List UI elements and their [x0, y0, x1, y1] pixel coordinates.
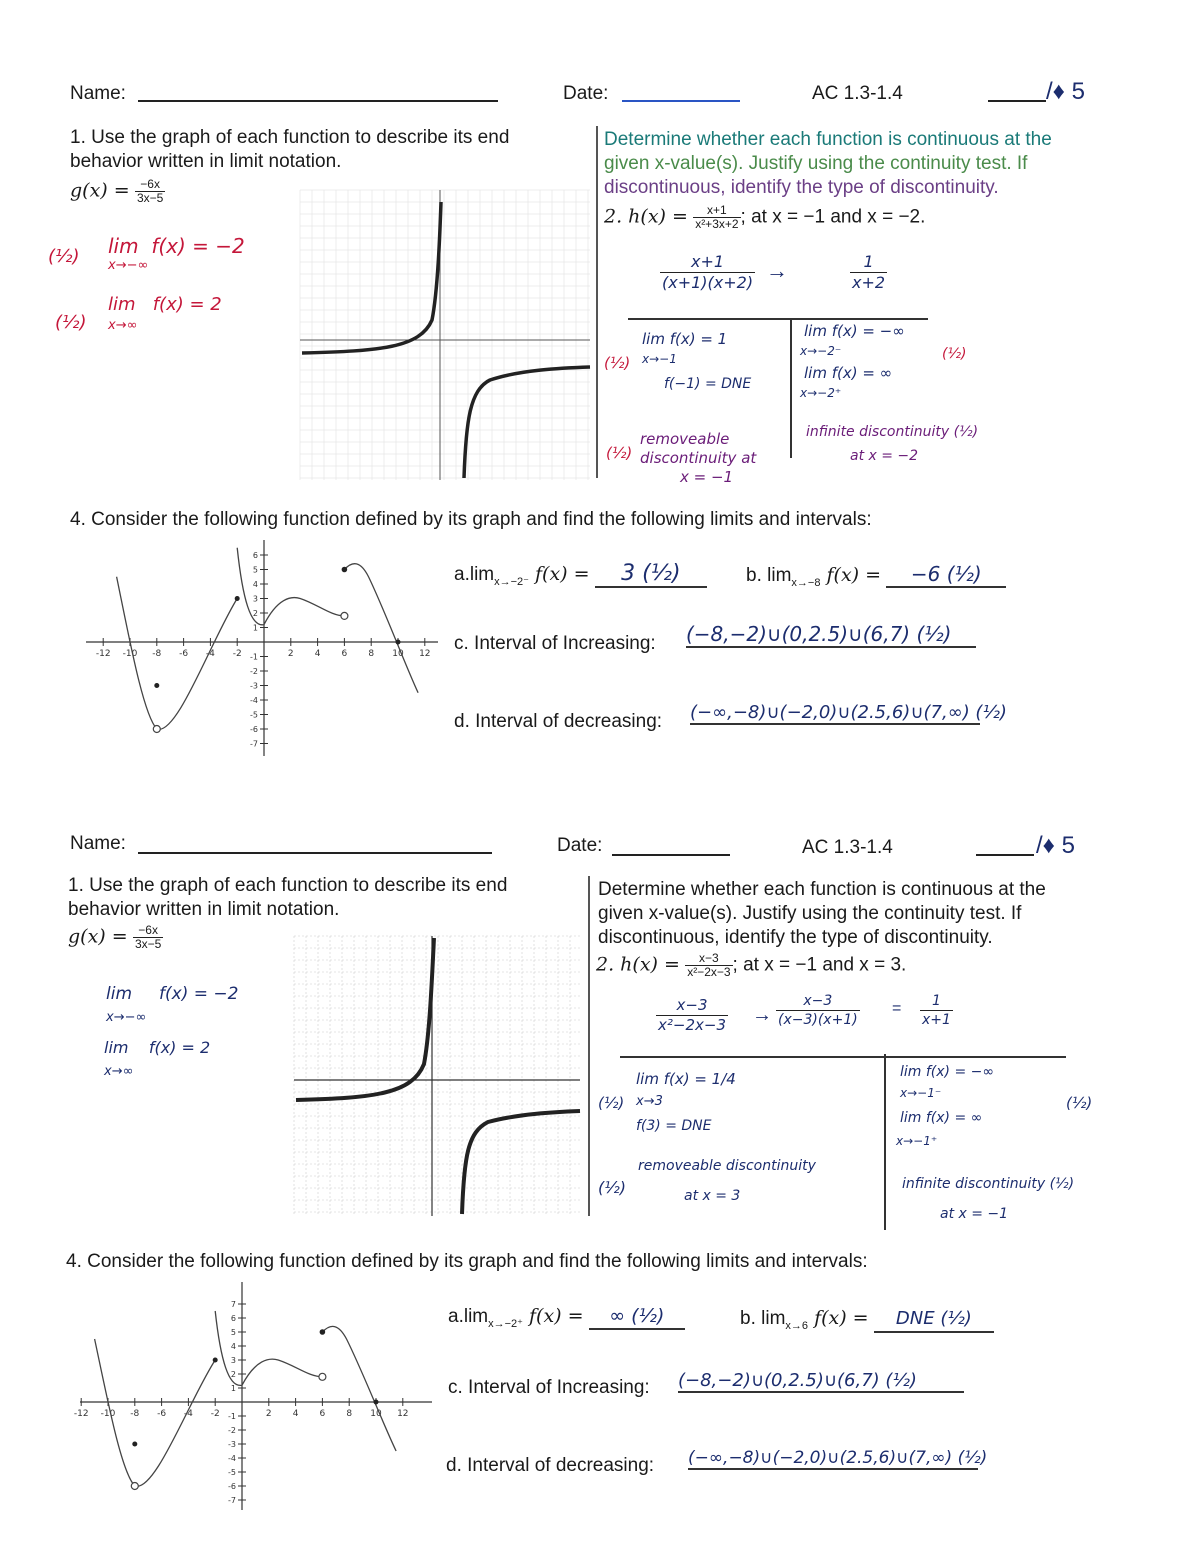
- y-tick-label: -5: [250, 710, 258, 720]
- x-tick-label: -8: [152, 649, 162, 659]
- y-tick-label: 3: [230, 1356, 236, 1365]
- filled-point: [132, 1442, 137, 1447]
- y-tick-label: 2: [252, 609, 258, 618]
- q4c-label: c. Interval of Increasing:: [448, 1377, 650, 1398]
- y-tick-label: 1: [252, 623, 258, 633]
- points-mark: (½): [606, 444, 633, 462]
- score-blank[interactable]: [988, 100, 1046, 102]
- points-mark: (½): [598, 1094, 625, 1112]
- q4b: b. $\lim_{x\to 6} f(x)$ = DNE (½): [740, 1306, 994, 1338]
- q1-answer1-sub: x→−∞: [108, 258, 149, 273]
- y-tick-label: -7: [228, 1496, 236, 1505]
- x-tick-label: 6: [341, 649, 348, 659]
- q2-work-fraction: $\frac{x+1}{(x+1)(x+2)}$: [662, 252, 754, 292]
- q1-line1: 1. Use the graph of each function to describe its end: [70, 127, 510, 148]
- y-tick-label: -7: [250, 739, 258, 749]
- filled-point: [154, 683, 159, 688]
- name-field-line[interactable]: [138, 852, 492, 854]
- q1-answer2-sub: x→∞: [108, 318, 138, 333]
- name-field-line[interactable]: [138, 100, 498, 102]
- date-field-line[interactable]: [622, 100, 740, 102]
- q2-work-fraction: $\frac{x-3}{\text{x²−2x−3}}$: [658, 996, 726, 1034]
- q4a-answer[interactable]: 3 (½): [595, 562, 707, 588]
- q1-line1: 1. Use the graph of each function to describe its end: [68, 875, 508, 896]
- points-mark: (½): [604, 354, 631, 372]
- y-tick-label: 2: [230, 1370, 236, 1379]
- y-tick-label: -1: [250, 652, 258, 662]
- q2-right-type: infinite discontinuity (½): [806, 424, 979, 440]
- x-tick-label: -4: [183, 1409, 193, 1419]
- y-tick-label: 1: [230, 1384, 236, 1393]
- q2-right-limit2-sub: x→−1⁺: [896, 1134, 938, 1148]
- equals-sign: =: [892, 1000, 902, 1017]
- q4c-answer[interactable]: (−8,−2)∪(0,2.5)∪(6,7) (½): [686, 622, 976, 648]
- x-tick-label: -12: [73, 1409, 89, 1419]
- q4a: $a.\lim_{x\to-2^+}$ f(x) = ∞ (½): [448, 1304, 685, 1336]
- q1-rational-graph: [294, 936, 580, 1216]
- q2-right-type-loc: at x = −1: [940, 1206, 1009, 1222]
- y-tick-label: 4: [252, 580, 258, 589]
- q4d-label: d. Interval of decreasing:: [454, 711, 663, 732]
- q4c-label: c. Interval of Increasing:: [454, 633, 656, 654]
- assignment-code: AC 1.3-1.4: [812, 83, 903, 104]
- y-tick-label: -4: [228, 1454, 236, 1463]
- x-tick-label: 10: [392, 649, 404, 659]
- y-tick-label: -2: [228, 1426, 236, 1435]
- x-tick-label: -2: [232, 649, 242, 659]
- filled-point: [320, 1329, 326, 1335]
- x-tick-label: -12: [95, 649, 111, 659]
- filled-point: [374, 1400, 379, 1405]
- x-tick-label: 8: [346, 1409, 353, 1419]
- q4-prompt: 4. Consider the following function defined by its graph and find the following limits and intervals:: [70, 509, 872, 530]
- q2-right-type: infinite discontinuity (½): [902, 1176, 1075, 1192]
- q4b: b. $\lim_{x\to-8} f(x) = -6$ (½): [746, 562, 1006, 595]
- q1-line2: behavior written in limit notation.: [70, 151, 342, 172]
- column-divider: [596, 126, 598, 478]
- q4b-answer[interactable]: DNE (½): [874, 1307, 994, 1333]
- q4-prompt: 4. Consider the following function defined by its graph and find the following limits and intervals:: [66, 1251, 868, 1272]
- date-field-line[interactable]: [612, 854, 730, 856]
- q4-piecewise-graph-1: [86, 540, 438, 756]
- q2-left-value: f(−1) = DNE: [664, 376, 752, 392]
- q2-line1: Determine whether each function is continuous at the: [598, 879, 1046, 900]
- q2-left-limit: lim f(x) = 1: [642, 330, 728, 348]
- left-branch-curve: [296, 938, 434, 1100]
- q4d-label: d. Interval of decreasing:: [446, 1455, 655, 1476]
- q2-line2: given x-value(s). Justify using the continuity test. If: [604, 153, 1028, 174]
- arrow: →: [766, 258, 788, 283]
- q2-factored: $\frac{x-3}{(x-3)(x+1)}$: [778, 993, 858, 1028]
- y-tick-label: -3: [228, 1440, 236, 1449]
- x-tick-label: 12: [397, 1409, 409, 1419]
- x-tick-label: -10: [122, 649, 138, 659]
- q2-left-limit: lim f(x) = 1/4: [636, 1070, 736, 1088]
- q2-left-value: f(3) = DNE: [636, 1118, 712, 1134]
- right-branch-curve: [464, 367, 590, 478]
- y-tick-label: 6: [230, 1314, 236, 1323]
- x-tick-label: 4: [314, 649, 321, 659]
- open-circle: [153, 726, 160, 733]
- q2-line2: given x-value(s). Justify using the continuity test. If: [598, 903, 1022, 924]
- x-tick-label: 12: [419, 649, 431, 659]
- x-tick-label: 6: [319, 1409, 326, 1419]
- date-label: Date:: [563, 83, 609, 104]
- q2-line3: discontinuous, identify the type of discontinuity.: [598, 927, 993, 948]
- q2-function: 2. h(x) = $\frac{x+1}{\text{x²+3x+2}}$ ; at x = −1 and x = −2.: [604, 203, 926, 231]
- y-tick-label: -6: [250, 725, 258, 734]
- filled-point: [342, 567, 348, 573]
- arrow: →: [752, 1004, 772, 1026]
- curve-piece-3: [341, 564, 418, 693]
- y-tick-label: 7: [230, 1300, 236, 1309]
- q2-right-limit1: lim f(x) = −∞: [900, 1064, 995, 1080]
- x-tick-label: 10: [370, 1409, 382, 1419]
- x-tick-label: -6: [179, 649, 189, 659]
- score-denominator: /♦ 5: [1036, 832, 1075, 859]
- q2-line1: Determine whether each function is continuous at the: [604, 129, 1052, 150]
- q1-answer1: lim f(x) = −2: [106, 984, 239, 1004]
- q1-line2: behavior written in limit notation.: [68, 899, 340, 920]
- y-tick-label: -5: [228, 1468, 236, 1477]
- y-tick-label: 3: [252, 594, 258, 604]
- q4c-answer[interactable]: (−8,−2)∪(0,2.5)∪(6,7) (½): [678, 1370, 964, 1393]
- y-tick-label: 6: [252, 551, 258, 560]
- q4d-answer[interactable]: (−∞,−8)∪(−2,0)∪(2.5,6)∪(7,∞) (½): [690, 702, 1007, 723]
- curve-piece-3: [319, 1326, 396, 1451]
- q2-right-type-loc: at x = −2: [850, 448, 919, 464]
- q4b-answer[interactable]: −6 (½): [886, 562, 1006, 588]
- q2-right-limit1-sub: x→−2⁻: [800, 344, 842, 358]
- points-mark: (½): [598, 1178, 626, 1197]
- score-denominator: /♦ 5: [1046, 78, 1085, 105]
- x-tick-label: 2: [265, 1409, 272, 1419]
- q2-simplified: $\frac{1}{x+2}$: [852, 252, 886, 292]
- y-tick-label: -3: [250, 681, 258, 691]
- y-tick-label: -6: [228, 1482, 236, 1491]
- q2-right-limit2: lim f(x) = ∞: [804, 364, 893, 382]
- work-divider-v: [790, 318, 792, 458]
- q2-left-limit-sub: x→3: [636, 1094, 663, 1109]
- open-circle: [319, 1373, 326, 1380]
- y-tick-label: 4: [230, 1342, 236, 1351]
- x-tick-label: -4: [205, 649, 215, 659]
- q4-piecewise-graph-2: [73, 1282, 432, 1510]
- open-circle: [131, 1483, 138, 1490]
- work-divider: [628, 318, 928, 320]
- q2-right-limit1-sub: x→−1⁻: [900, 1086, 942, 1100]
- work-divider-v: [884, 1054, 886, 1230]
- x-tick-label: -2: [210, 1409, 220, 1419]
- q1-function: g(x) = $\frac{-6x}{3x-5}$: [68, 923, 162, 951]
- x-tick-label: -6: [157, 1409, 167, 1419]
- date-label: Date:: [557, 835, 603, 856]
- q4a-answer[interactable]: ∞ (½): [589, 1304, 685, 1330]
- q2-left-type-loc: at x = 3: [684, 1188, 741, 1204]
- q1-answer1: lim f(x) = −2: [108, 234, 245, 258]
- q1-function: g(x) = $\frac{-6x}{3x-5}$: [70, 177, 164, 205]
- q1-answer1-sub: x→−∞: [106, 1010, 147, 1025]
- q4a: $a.\lim_{x\to-2^-}$ f(x) = 3 (½): [454, 562, 707, 594]
- name-label: Name:: [70, 83, 126, 104]
- filled-point: [213, 1358, 218, 1363]
- x-tick-label: 2: [287, 649, 294, 659]
- q2-right-limit1: lim f(x) = −∞: [804, 322, 905, 340]
- q1-answer2-sub: x→∞: [104, 1064, 134, 1079]
- q1-answer2: lim f(x) = 2: [108, 294, 222, 315]
- x-tick-label: 4: [292, 1409, 299, 1419]
- q2-simplified: $\frac{1}{x+1}$: [922, 993, 951, 1028]
- filled-point: [235, 596, 240, 601]
- column-divider: [588, 876, 590, 1216]
- right-branch-curve: [462, 1111, 580, 1214]
- points-mark: (½): [48, 246, 80, 267]
- score-blank[interactable]: [976, 854, 1034, 856]
- q4d-answer[interactable]: (−∞,−8)∪(−2,0)∪(2.5,6)∪(7,∞) (½): [688, 1448, 988, 1468]
- points-mark: (½): [1066, 1094, 1093, 1112]
- q2-function: 2. h(x) = $\frac{x-3}{\text{x²−2x−3}}$ ; at x = −1 and x = 3.: [596, 951, 907, 979]
- name-label: Name:: [70, 833, 126, 854]
- q2-line3: discontinuous, identify the type of discontinuity.: [604, 177, 999, 198]
- work-divider: [620, 1056, 1066, 1058]
- x-tick-label: 8: [368, 649, 375, 659]
- points-mark: (½): [942, 346, 967, 362]
- y-tick-label: -4: [250, 696, 258, 705]
- q2-right-limit2: lim f(x) = ∞: [900, 1110, 983, 1126]
- q1-rational-graph: [300, 190, 590, 480]
- q2-right-limit2-sub: x→−2⁺: [800, 386, 842, 400]
- q2-left-type: removeable discontinuity at x = −1: [640, 430, 757, 486]
- q2-left-limit-sub: x→−1: [642, 352, 677, 366]
- open-circle: [341, 612, 348, 619]
- y-tick-label: -1: [228, 1412, 236, 1421]
- y-tick-label: 5: [230, 1328, 236, 1337]
- points-mark: (½): [55, 312, 87, 333]
- q1-answer2: lim f(x) = 2: [104, 1038, 211, 1057]
- x-tick-label: -10: [100, 1409, 116, 1419]
- y-tick-label: 5: [252, 565, 258, 575]
- q2-left-type: removeable discontinuity: [638, 1158, 816, 1174]
- filled-point: [396, 640, 401, 645]
- assignment-code: AC 1.3-1.4: [802, 837, 893, 858]
- x-tick-label: -8: [130, 1409, 140, 1419]
- y-tick-label: -2: [250, 667, 258, 676]
